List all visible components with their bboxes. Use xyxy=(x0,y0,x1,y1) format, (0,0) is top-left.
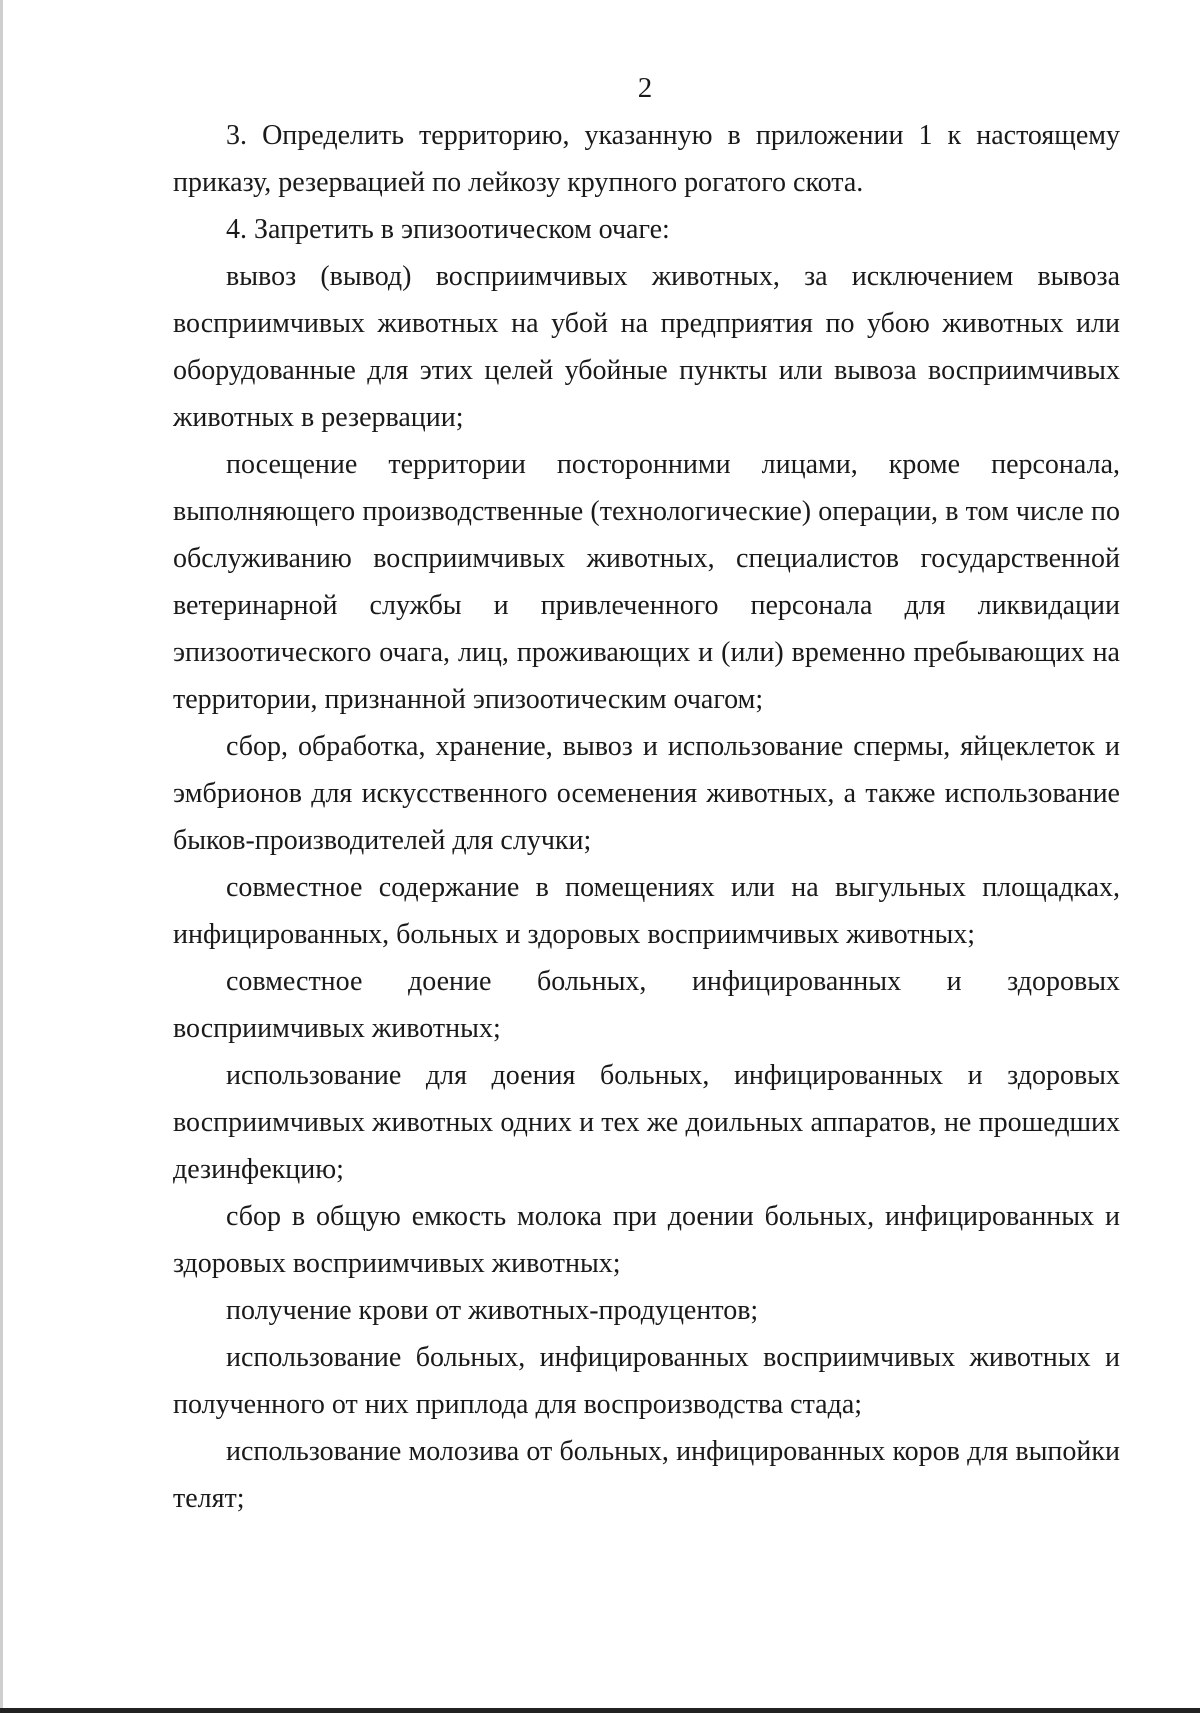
page-number: 2 xyxy=(637,72,653,104)
bottom-border xyxy=(0,1708,1200,1713)
prohibition-export: вывоз (вывод) восприимчивых животных, за исключением вывоза восприимчивых животных на убой на предприятия по убою животных или оборудованные для этих целей убойные пункты или вывоза восприимчивых животных в резервации; xyxy=(173,261,1120,433)
paragraph-item-3: 3. Определить территорию, указанную в приложении 1 к настоящему приказу, резервацией по лейкозу крупного рогатого скота. xyxy=(173,120,1120,198)
prohibition-joint-milking: совместное доение больных, инфицированных и здоровых восприимчивых животных; xyxy=(173,966,1120,1044)
prohibition-visits: посещение территории посторонними лицами, кроме персонала, выполняющего производственные (технологические) операции, в том числе по обслуживанию восприимчивых животных, специалистов государственной ветеринарной службы и привлеченного персонала для ликвидации эпизоотического очага, лиц, проживающих и (или) временно пребывающих на территории, признанной эпизоотическим очагом; xyxy=(173,449,1120,715)
prohibition-joint-keeping: совместное содержание в помещениях или на выгульных площадках, инфицированных, больных и здоровых восприимчивых животных; xyxy=(173,872,1120,950)
prohibition-colostrum: использование молозива от больных, инфицированных коров для выпойки телят; xyxy=(173,1436,1120,1514)
prohibition-sperm-collection: сбор, обработка, хранение, вывоз и использование спермы, яйцеклеток и эмбрионов для искусственного осеменения животных, а также использование быков-производителей для случки; xyxy=(173,731,1120,856)
paragraph-item-4: 4. Запретить в эпизоотическом очаге: xyxy=(226,214,670,245)
prohibition-reproduction: использование больных, инфицированных восприимчивых животных и полученного от них приплода для воспроизводства стада; xyxy=(173,1342,1120,1420)
scan-edge xyxy=(0,0,3,1713)
prohibition-shared-equipment: использование для доения больных, инфицированных и здоровых восприимчивых животных одних и тех же доильных аппаратов, не прошедших дезинфекцию; xyxy=(173,1060,1120,1185)
prohibition-blood-collection: получение крови от животных-продуцентов; xyxy=(226,1295,759,1326)
document-body xyxy=(173,112,1120,1522)
prohibition-common-milk-tank: сбор в общую емкость молока при доении больных, инфицированных и здоровых восприимчивых животных; xyxy=(173,1201,1120,1279)
